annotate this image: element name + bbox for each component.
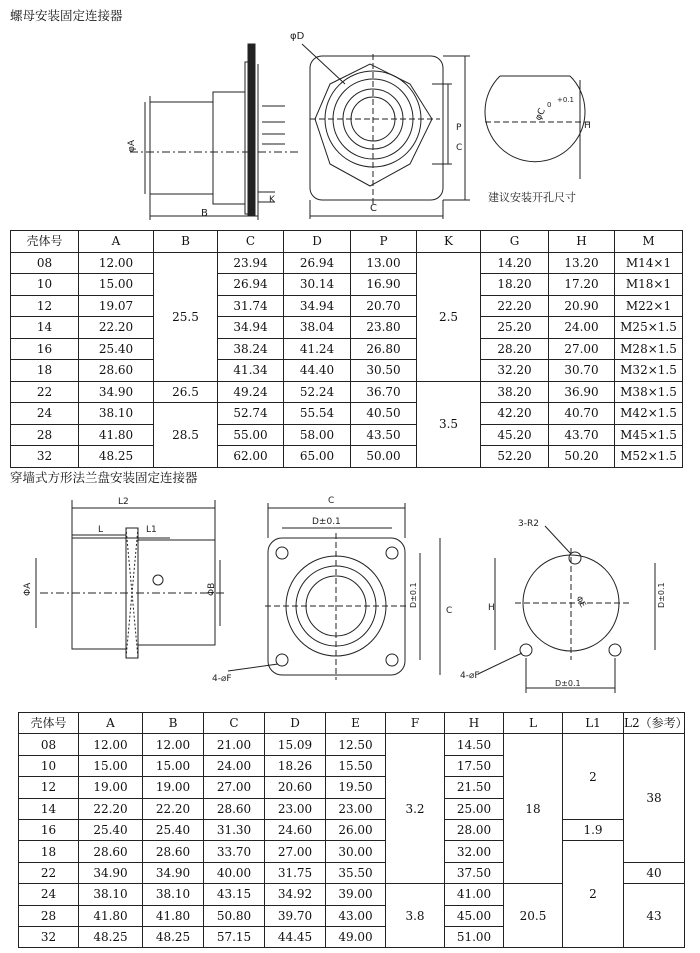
flange-side-view bbox=[36, 500, 225, 658]
merged-cell: 43 bbox=[624, 884, 685, 948]
flange-cutout-view bbox=[478, 526, 655, 693]
column-header: G bbox=[481, 231, 549, 253]
table-cell: 48.25 bbox=[143, 926, 204, 947]
shell-size-cell: 14 bbox=[11, 317, 79, 339]
shell-size-cell: 28 bbox=[11, 424, 79, 446]
table-row bbox=[11, 424, 683, 446]
table-cell: 19.50 bbox=[326, 777, 386, 798]
label-phiC: φC bbox=[533, 106, 548, 123]
shell-size-cell: 16 bbox=[11, 338, 79, 360]
table-header-row bbox=[11, 231, 683, 253]
column-header: D bbox=[284, 231, 351, 253]
shell-size-cell: 22 bbox=[19, 862, 79, 883]
table-cell: M14×1 bbox=[615, 252, 683, 274]
shell-size-cell: 28 bbox=[19, 905, 79, 926]
table-cell: 18.20 bbox=[481, 274, 549, 296]
table-row bbox=[11, 381, 683, 403]
table-cell: 34.92 bbox=[265, 884, 326, 905]
table-cell: M45×1.5 bbox=[615, 424, 683, 446]
label-C-side: C bbox=[456, 143, 463, 153]
table-row bbox=[11, 338, 683, 360]
table-cell: 15.00 bbox=[79, 755, 143, 776]
label-D-top: D±0.1 bbox=[312, 517, 341, 527]
table-cell: 28.20 bbox=[481, 338, 549, 360]
merged-cell: 38 bbox=[624, 734, 685, 862]
table-cell: 58.00 bbox=[284, 424, 351, 446]
label-4F2: 4-⌀F bbox=[460, 671, 480, 681]
table-cell: 26.94 bbox=[284, 252, 351, 274]
table-cell: 25.40 bbox=[79, 338, 154, 360]
table-cell: 22.20 bbox=[143, 798, 204, 819]
column-header: E bbox=[326, 713, 386, 734]
shell-size-cell: 08 bbox=[19, 734, 79, 755]
table-cell: 15.00 bbox=[143, 755, 204, 776]
merged-cell: 25.5 bbox=[154, 252, 218, 381]
merged-cell: 20.5 bbox=[504, 884, 563, 948]
table-cell: 38.10 bbox=[79, 884, 143, 905]
table-cell: 13.20 bbox=[549, 252, 615, 274]
table-cell: 34.90 bbox=[79, 381, 154, 403]
shell-size-cell: 18 bbox=[19, 841, 79, 862]
table-cell: 19.07 bbox=[79, 295, 154, 317]
table-cell: 41.80 bbox=[143, 905, 204, 926]
table-cell: 34.90 bbox=[79, 862, 143, 883]
table-cell: 38.04 bbox=[284, 317, 351, 339]
label-H: H bbox=[584, 121, 591, 131]
table-cell: 30.14 bbox=[284, 274, 351, 296]
merged-cell: 3.2 bbox=[386, 734, 445, 884]
shell-size-cell: 08 bbox=[11, 252, 79, 274]
table-cell: 41.80 bbox=[79, 905, 143, 926]
column-header: 壳体号 bbox=[19, 713, 79, 734]
table-cell: 25.00 bbox=[445, 798, 504, 819]
table-cell: 25.20 bbox=[481, 317, 549, 339]
table-cell: 28.60 bbox=[143, 841, 204, 862]
table-cell: 38.10 bbox=[79, 403, 154, 425]
table-cell: 17.20 bbox=[549, 274, 615, 296]
label-D-side: D±0.1 bbox=[409, 582, 418, 608]
shell-size-cell: 18 bbox=[11, 360, 79, 382]
table-cell: 42.20 bbox=[481, 403, 549, 425]
table-row bbox=[11, 295, 683, 317]
table-cell: 13.00 bbox=[351, 252, 417, 274]
shell-size-cell: 12 bbox=[19, 777, 79, 798]
table-cell: 27.00 bbox=[204, 777, 265, 798]
section1-title: 螺母安装固定连接器 bbox=[10, 8, 123, 23]
table-cell: 31.74 bbox=[218, 295, 284, 317]
table-cell: 25.40 bbox=[79, 819, 143, 840]
table-cell: 19.00 bbox=[143, 777, 204, 798]
table-cell: 21.00 bbox=[204, 734, 265, 755]
table-cell: 49.00 bbox=[326, 926, 386, 947]
nut-mount-drawing bbox=[0, 24, 700, 226]
label-B: B bbox=[201, 208, 208, 219]
merged-cell: 2 bbox=[563, 734, 624, 820]
shell-size-cell: 24 bbox=[11, 403, 79, 425]
merged-cell: 2.5 bbox=[417, 252, 481, 381]
table-row bbox=[11, 252, 683, 274]
table-cell: 36.90 bbox=[549, 381, 615, 403]
flange-mount-table bbox=[18, 712, 688, 948]
table-cell: 44.45 bbox=[265, 926, 326, 947]
table-cell: 28.60 bbox=[204, 798, 265, 819]
side-view bbox=[130, 44, 300, 220]
label-4F: 4-⌀F bbox=[212, 674, 232, 684]
table-cell: 38.24 bbox=[218, 338, 284, 360]
table-cell: 24.00 bbox=[549, 317, 615, 339]
merged-cell: 28.5 bbox=[154, 403, 218, 468]
table-cell: 16.90 bbox=[351, 274, 417, 296]
table-cell: 19.00 bbox=[79, 777, 143, 798]
table-cell: 52.74 bbox=[218, 403, 284, 425]
table-cell: 39.00 bbox=[326, 884, 386, 905]
cutout-view bbox=[485, 76, 590, 179]
label-K: K bbox=[269, 195, 275, 205]
table-cell: M42×1.5 bbox=[615, 403, 683, 425]
label-tol: +0.1 bbox=[557, 96, 574, 104]
table-row bbox=[19, 819, 685, 840]
table-cell: 55.00 bbox=[218, 424, 284, 446]
table-row bbox=[11, 360, 683, 382]
table-row bbox=[19, 734, 685, 755]
table-cell: 23.80 bbox=[351, 317, 417, 339]
merged-cell: 3.5 bbox=[417, 381, 481, 467]
column-header: C bbox=[218, 231, 284, 253]
table-cell: M38×1.5 bbox=[615, 381, 683, 403]
shell-size-cell: 22 bbox=[11, 381, 79, 403]
table-cell: M22×1 bbox=[615, 295, 683, 317]
column-header: H bbox=[549, 231, 615, 253]
table-cell: 65.00 bbox=[284, 446, 351, 468]
label-L1: L1 bbox=[146, 525, 157, 535]
table-cell: 28.60 bbox=[79, 841, 143, 862]
table-cell: 40.50 bbox=[351, 403, 417, 425]
table-cell: 40.00 bbox=[204, 862, 265, 883]
table-cell: 26.80 bbox=[351, 338, 417, 360]
table-cell: 36.70 bbox=[351, 381, 417, 403]
table-cell: 55.54 bbox=[284, 403, 351, 425]
table-row bbox=[19, 841, 685, 862]
label-C-bottom: C bbox=[370, 203, 377, 214]
table-cell: 57.15 bbox=[204, 926, 265, 947]
table-cell: 41.80 bbox=[79, 424, 154, 446]
table-cell: 48.25 bbox=[79, 926, 143, 947]
table-cell: 22.20 bbox=[79, 798, 143, 819]
table-cell: 18.26 bbox=[265, 755, 326, 776]
table-cell: 27.00 bbox=[549, 338, 615, 360]
shell-size-cell: 32 bbox=[11, 446, 79, 468]
table-cell: 62.00 bbox=[218, 446, 284, 468]
label-D-side2: D±0.1 bbox=[657, 582, 666, 608]
column-header: F bbox=[386, 713, 445, 734]
table-cell: 39.70 bbox=[265, 905, 326, 926]
label-P: P bbox=[456, 123, 462, 133]
table-cell: 24.00 bbox=[204, 755, 265, 776]
table-cell: 40.70 bbox=[549, 403, 615, 425]
table-cell: M52×1.5 bbox=[615, 446, 683, 468]
column-header: M bbox=[615, 231, 683, 253]
table-cell: 31.30 bbox=[204, 819, 265, 840]
shell-size-cell: 12 bbox=[11, 295, 79, 317]
label-phiB: ΦB bbox=[207, 582, 217, 596]
table-row bbox=[11, 446, 683, 468]
table-cell: 28.60 bbox=[79, 360, 154, 382]
table-cell: 41.24 bbox=[284, 338, 351, 360]
table-cell: 14.20 bbox=[481, 252, 549, 274]
table-cell: 30.00 bbox=[326, 841, 386, 862]
table-cell: 48.25 bbox=[79, 446, 154, 468]
label-H2: H bbox=[488, 603, 495, 613]
table-cell: 15.50 bbox=[326, 755, 386, 776]
flange-mount-drawing bbox=[0, 488, 700, 710]
label-C2-side: C bbox=[446, 606, 453, 616]
shell-size-cell: 16 bbox=[19, 819, 79, 840]
shell-size-cell: 10 bbox=[11, 274, 79, 296]
table-cell: 30.50 bbox=[351, 360, 417, 382]
column-header: D bbox=[265, 713, 326, 734]
table-cell: 15.09 bbox=[265, 734, 326, 755]
column-header: A bbox=[79, 231, 154, 253]
table-cell: 23.00 bbox=[326, 798, 386, 819]
table-cell: 43.50 bbox=[351, 424, 417, 446]
column-header: K bbox=[417, 231, 481, 253]
table-cell: 49.24 bbox=[218, 381, 284, 403]
column-header: C bbox=[204, 713, 265, 734]
column-header: P bbox=[351, 231, 417, 253]
column-header: 壳体号 bbox=[11, 231, 79, 253]
nut-mount-table bbox=[10, 230, 683, 468]
table-cell: M18×1 bbox=[615, 274, 683, 296]
table-cell: 33.70 bbox=[204, 841, 265, 862]
table-cell: 43.00 bbox=[326, 905, 386, 926]
merged-cell: 3.8 bbox=[386, 884, 445, 948]
label-phiA2: ΦA bbox=[23, 582, 33, 596]
table-cell: 26.00 bbox=[326, 819, 386, 840]
table-cell: M28×1.5 bbox=[615, 338, 683, 360]
table-cell: 35.50 bbox=[326, 862, 386, 883]
table-cell: 22.20 bbox=[79, 317, 154, 339]
table-cell: 43.70 bbox=[549, 424, 615, 446]
label-phiD: φD bbox=[290, 31, 305, 42]
shell-size-cell: 32 bbox=[19, 926, 79, 947]
table-cell: 17.50 bbox=[445, 755, 504, 776]
table-cell: 24.60 bbox=[265, 819, 326, 840]
table-cell: 30.70 bbox=[549, 360, 615, 382]
table-cell: 14.50 bbox=[445, 734, 504, 755]
table-cell: 37.50 bbox=[445, 862, 504, 883]
cutout-note: 建议安装开孔尺寸 bbox=[488, 191, 576, 204]
column-header: L1 bbox=[563, 713, 624, 734]
merged-cell: 2 bbox=[563, 841, 624, 948]
table-cell: 26.94 bbox=[218, 274, 284, 296]
table-cell: 52.24 bbox=[284, 381, 351, 403]
merged-cell: 26.5 bbox=[154, 381, 218, 403]
front-view bbox=[302, 44, 470, 219]
table-cell: 12.00 bbox=[79, 734, 143, 755]
table-cell: 23.94 bbox=[218, 252, 284, 274]
table-cell: 50.80 bbox=[204, 905, 265, 926]
shell-size-cell: 24 bbox=[19, 884, 79, 905]
table-cell: 23.00 bbox=[265, 798, 326, 819]
table-cell: 45.00 bbox=[445, 905, 504, 926]
column-header: L2（参考） bbox=[624, 713, 685, 734]
table-cell: 12.50 bbox=[326, 734, 386, 755]
section2-title: 穿墙式方形法兰盘安装固定连接器 bbox=[10, 470, 198, 485]
label-L2: L2 bbox=[118, 497, 129, 507]
label-L: L bbox=[98, 525, 104, 535]
table-cell: 38.10 bbox=[143, 884, 204, 905]
table-cell: 25.40 bbox=[143, 819, 204, 840]
table-cell: 20.70 bbox=[351, 295, 417, 317]
table-cell: 15.00 bbox=[79, 274, 154, 296]
shell-size-cell: 10 bbox=[19, 755, 79, 776]
table-cell: 41.00 bbox=[445, 884, 504, 905]
merged-cell: 1.9 bbox=[563, 819, 624, 840]
table-cell: 50.20 bbox=[549, 446, 615, 468]
table-cell: 34.94 bbox=[218, 317, 284, 339]
table-cell: 50.00 bbox=[351, 446, 417, 468]
table-cell: 38.20 bbox=[481, 381, 549, 403]
table-cell: 31.75 bbox=[265, 862, 326, 883]
label-tol0: 0 bbox=[547, 101, 552, 109]
table-row bbox=[11, 274, 683, 296]
table-cell: 52.20 bbox=[481, 446, 549, 468]
table-cell: 51.00 bbox=[445, 926, 504, 947]
column-header: L bbox=[504, 713, 563, 734]
table-cell: 20.60 bbox=[265, 777, 326, 798]
shell-size-cell: 14 bbox=[19, 798, 79, 819]
table-cell: 12.00 bbox=[79, 252, 154, 274]
column-header: B bbox=[154, 231, 218, 253]
table-cell: 34.90 bbox=[143, 862, 204, 883]
table-row bbox=[11, 403, 683, 425]
table-row bbox=[11, 317, 683, 339]
column-header: B bbox=[143, 713, 204, 734]
table-cell: 27.00 bbox=[265, 841, 326, 862]
table-cell: 20.90 bbox=[549, 295, 615, 317]
table-cell: 32.00 bbox=[445, 841, 504, 862]
table-header-row bbox=[19, 713, 685, 734]
table-cell: 41.34 bbox=[218, 360, 284, 382]
table-cell: M25×1.5 bbox=[615, 317, 683, 339]
column-header: A bbox=[79, 713, 143, 734]
table-cell: 43.15 bbox=[204, 884, 265, 905]
table-cell: 44.40 bbox=[284, 360, 351, 382]
merged-cell: 40 bbox=[624, 862, 685, 883]
table-cell: 22.20 bbox=[481, 295, 549, 317]
table-cell: 21.50 bbox=[445, 777, 504, 798]
column-header: H bbox=[445, 713, 504, 734]
label-D-bottom: D±0.1 bbox=[555, 679, 581, 688]
table-cell: 12.00 bbox=[143, 734, 204, 755]
label-3R2: 3-R2 bbox=[518, 519, 539, 529]
table-cell: 28.00 bbox=[445, 819, 504, 840]
label-C2: C bbox=[328, 496, 335, 506]
label-phiA: φA bbox=[127, 139, 137, 152]
merged-cell: 18 bbox=[504, 734, 563, 884]
table-cell: 45.20 bbox=[481, 424, 549, 446]
table-cell: M32×1.5 bbox=[615, 360, 683, 382]
table-cell: 32.20 bbox=[481, 360, 549, 382]
label-phiE: ΦE bbox=[574, 594, 588, 609]
table-cell: 34.94 bbox=[284, 295, 351, 317]
